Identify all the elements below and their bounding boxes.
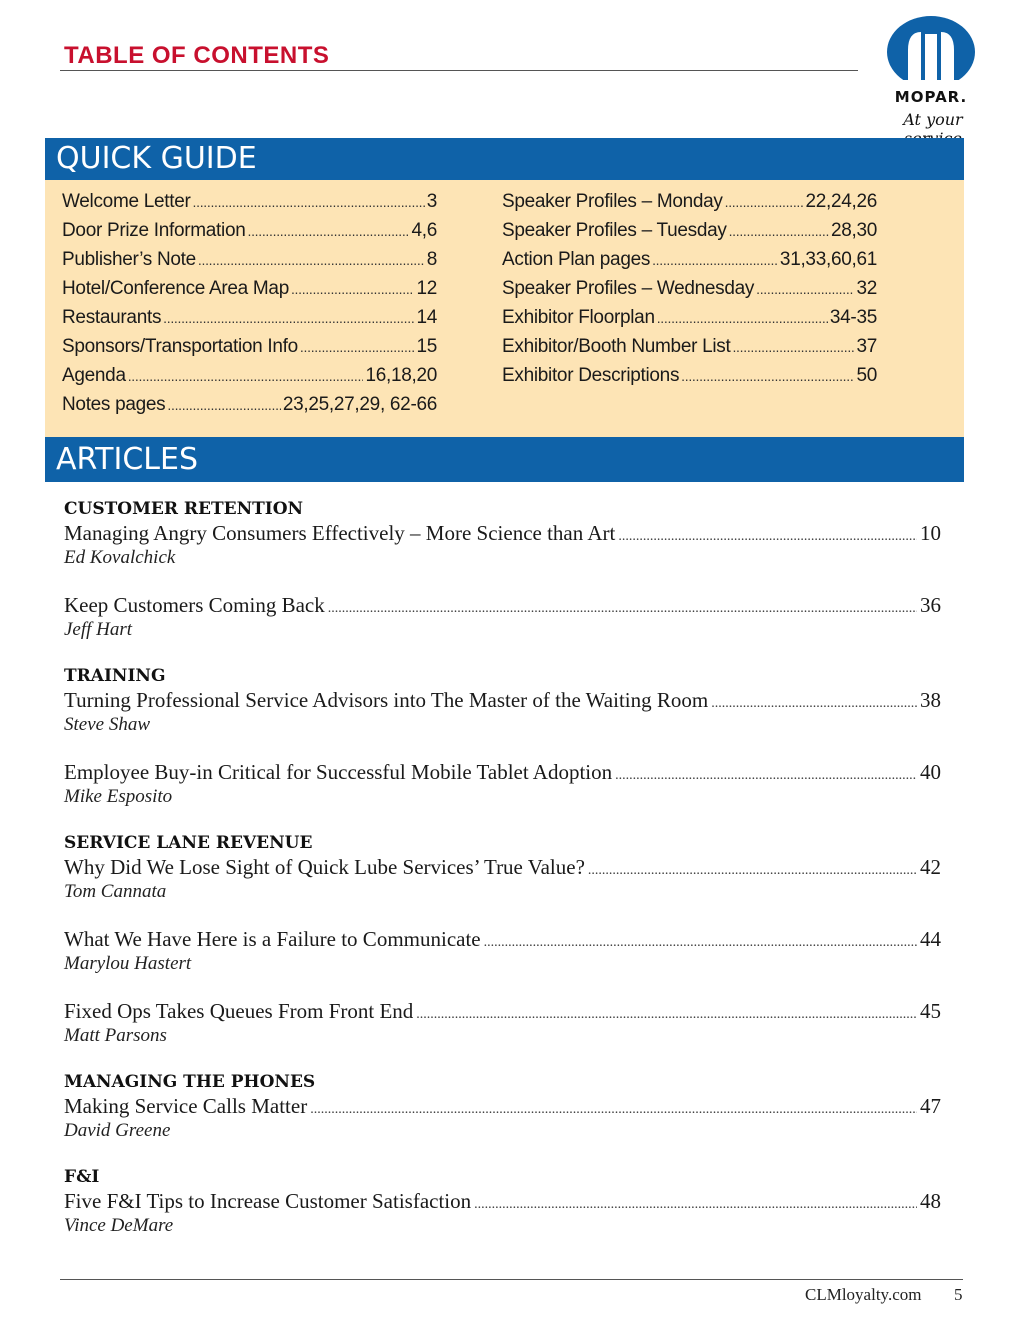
dot-leader bbox=[588, 858, 917, 883]
dot-leader bbox=[756, 281, 854, 297]
entry-label: Agenda bbox=[62, 365, 126, 386]
entry-label: Action Plan pages bbox=[502, 249, 651, 270]
entry-page: 28,30 bbox=[830, 220, 877, 241]
entry-label: Exhibitor/Booth Number List bbox=[502, 336, 731, 357]
article-title-line bbox=[64, 927, 941, 952]
dot-leader bbox=[291, 281, 414, 297]
dot-leader bbox=[484, 930, 917, 955]
article-title: Five F&I Tips to Increase Customer Satisfaction bbox=[64, 1189, 472, 1213]
mopar-logo bbox=[872, 14, 990, 134]
dot-leader bbox=[657, 310, 828, 326]
entry-label: Notes pages bbox=[62, 394, 166, 415]
entry-page: 22,24,26 bbox=[805, 191, 877, 212]
dot-leader bbox=[732, 339, 854, 355]
article-entry[interactable] bbox=[64, 593, 941, 641]
entry-page: 34-35 bbox=[829, 307, 877, 328]
article-page: 36 bbox=[920, 593, 941, 617]
entry-page: 31,33,60,61 bbox=[779, 249, 877, 270]
article-title-line bbox=[64, 521, 941, 546]
quick-guide-entry[interactable] bbox=[502, 278, 877, 307]
dot-leader bbox=[167, 397, 280, 413]
quick-guide-entry[interactable] bbox=[502, 365, 877, 394]
quick-guide-entry[interactable] bbox=[502, 249, 877, 278]
article-entry[interactable] bbox=[64, 999, 941, 1047]
quick-guide-entry[interactable] bbox=[502, 307, 877, 336]
article-author: Mike Esposito bbox=[64, 786, 173, 807]
footer-divider bbox=[60, 1279, 963, 1280]
dot-leader bbox=[711, 691, 917, 716]
quick-guide-entry[interactable] bbox=[62, 307, 437, 336]
dot-leader bbox=[618, 524, 917, 549]
dot-leader bbox=[681, 368, 854, 384]
section-heading: CUSTOMER RETENTION bbox=[64, 499, 304, 519]
article-author: Vince DeMare bbox=[64, 1215, 174, 1236]
entry-page: 12 bbox=[416, 278, 437, 299]
article-title: What We Have Here is a Failure to Communicate bbox=[64, 927, 481, 951]
article-page: 45 bbox=[920, 999, 941, 1023]
dot-leader bbox=[310, 1097, 917, 1122]
quick-guide-entry[interactable] bbox=[502, 220, 877, 249]
entry-page: 15 bbox=[416, 336, 437, 357]
quick-guide-entry[interactable] bbox=[502, 191, 877, 220]
dot-leader bbox=[474, 1192, 917, 1217]
article-page: 48 bbox=[920, 1189, 941, 1213]
article-title: Making Service Calls Matter bbox=[64, 1094, 308, 1118]
entry-page: 8 bbox=[426, 249, 437, 270]
article-title: Keep Customers Coming Back bbox=[64, 593, 325, 617]
mopar-tagline: At your bbox=[903, 110, 963, 129]
article-entry[interactable] bbox=[64, 760, 941, 808]
article-title: Turning Professional Service Advisors into The Master of the Waiting Room bbox=[64, 688, 709, 712]
entry-page: 50 bbox=[856, 365, 877, 386]
article-title: Fixed Ops Takes Queues From Front End bbox=[64, 999, 414, 1023]
entry-label: Sponsors/Transportation Info bbox=[62, 336, 298, 357]
entry-label: Publisher’s Note bbox=[62, 249, 196, 270]
entry-page: 37 bbox=[856, 336, 877, 357]
entry-label: Welcome Letter bbox=[62, 191, 191, 212]
section-heading: F&I bbox=[64, 1167, 100, 1187]
entry-page: 4,6 bbox=[411, 220, 437, 241]
dot-leader bbox=[300, 339, 415, 355]
entry-label: Exhibitor Floorplan bbox=[502, 307, 655, 328]
article-author: Ed Kovalchick bbox=[64, 547, 176, 568]
article-title-line bbox=[64, 1094, 941, 1119]
article-entry[interactable] bbox=[64, 688, 941, 736]
entry-label: Hotel/Conference Area Map bbox=[62, 278, 289, 299]
dot-leader bbox=[328, 596, 917, 621]
dot-leader bbox=[416, 1002, 917, 1027]
entry-label: Speaker Profiles – Wednesday bbox=[502, 278, 755, 299]
article-page: 38 bbox=[920, 688, 941, 712]
quick-guide-heading: QUICK GUIDE bbox=[45, 138, 964, 180]
footer-page-number: 5 bbox=[954, 1285, 963, 1304]
quick-guide-entry[interactable] bbox=[62, 365, 437, 394]
entry-label: Speaker Profiles – Tuesday bbox=[502, 220, 727, 241]
quick-guide-entry[interactable] bbox=[62, 278, 437, 307]
entry-label: Door Prize Information bbox=[62, 220, 246, 241]
page-title: TABLE OF CONTENTS bbox=[64, 42, 330, 69]
article-title-line bbox=[64, 593, 941, 618]
article-author: David Greene bbox=[64, 1120, 171, 1141]
article-page: 44 bbox=[920, 927, 941, 951]
header-divider bbox=[60, 70, 858, 71]
article-title-line bbox=[64, 1189, 941, 1214]
mopar-m-icon bbox=[872, 14, 990, 88]
dot-leader bbox=[652, 252, 778, 268]
article-page: 47 bbox=[920, 1094, 941, 1118]
article-title-line bbox=[64, 999, 941, 1024]
dot-leader bbox=[198, 252, 425, 268]
section-heading: MANAGING THE PHONES bbox=[64, 1072, 316, 1092]
article-title: Employee Buy-in Critical for Successful Mobile Tablet Adoption bbox=[64, 760, 613, 784]
article-title: Managing Angry Consumers Effectively – More Science than Art bbox=[64, 521, 616, 545]
quick-guide-entry[interactable] bbox=[62, 191, 437, 220]
article-entry[interactable] bbox=[64, 521, 941, 569]
dot-leader bbox=[729, 223, 829, 239]
article-page: 40 bbox=[920, 760, 941, 784]
article-author: Marylou Hastert bbox=[64, 953, 192, 974]
mopar-wordmark: MOPAR. bbox=[894, 88, 968, 106]
dot-leader bbox=[163, 310, 414, 326]
dot-leader bbox=[615, 763, 917, 788]
entry-page: 3 bbox=[426, 191, 437, 212]
dot-leader bbox=[193, 194, 425, 210]
section-heading: SERVICE LANE REVENUE bbox=[64, 833, 313, 853]
footer-website: CLMloyalty.com bbox=[805, 1285, 922, 1304]
quick-guide-right-column bbox=[502, 191, 877, 394]
quick-guide-entry[interactable] bbox=[62, 220, 437, 249]
articles-list bbox=[64, 498, 941, 1261]
article-entry[interactable] bbox=[64, 1189, 941, 1237]
entry-label: Restaurants bbox=[62, 307, 162, 328]
article-entry[interactable] bbox=[64, 855, 941, 903]
dot-leader bbox=[247, 223, 409, 239]
article-author: Tom Cannata bbox=[64, 881, 167, 902]
entry-page: 16,18,20 bbox=[365, 365, 437, 386]
quick-guide-entry[interactable] bbox=[502, 336, 877, 365]
section-heading: TRAINING bbox=[64, 666, 166, 686]
quick-guide-left-column bbox=[62, 191, 437, 423]
article-title-line bbox=[64, 688, 941, 713]
dot-leader bbox=[725, 194, 804, 210]
quick-guide-entry[interactable] bbox=[62, 336, 437, 365]
article-page: 42 bbox=[920, 855, 941, 879]
article-author: Matt Parsons bbox=[64, 1025, 167, 1046]
article-title-line bbox=[64, 760, 941, 785]
article-title-line bbox=[64, 855, 941, 880]
entry-label: Exhibitor Descriptions bbox=[502, 365, 680, 386]
quick-guide-entry[interactable] bbox=[62, 249, 437, 278]
entry-page: 32 bbox=[856, 278, 877, 299]
entry-page: 23,25,27,29, 62-66 bbox=[282, 394, 437, 415]
article-title: Why Did We Lose Sight of Quick Lube Services’ True Value? bbox=[64, 855, 585, 879]
article-author: Steve Shaw bbox=[64, 714, 151, 735]
article-page: 10 bbox=[920, 521, 941, 545]
article-entry[interactable] bbox=[64, 927, 941, 975]
quick-guide-entry[interactable] bbox=[62, 394, 437, 423]
entry-page: 14 bbox=[416, 307, 437, 328]
dot-leader bbox=[128, 368, 364, 384]
entry-label: Speaker Profiles – Monday bbox=[502, 191, 723, 212]
article-author: Jeff Hart bbox=[64, 619, 133, 640]
articles-heading: ARTICLES bbox=[45, 437, 964, 482]
article-entry[interactable] bbox=[64, 1094, 941, 1142]
